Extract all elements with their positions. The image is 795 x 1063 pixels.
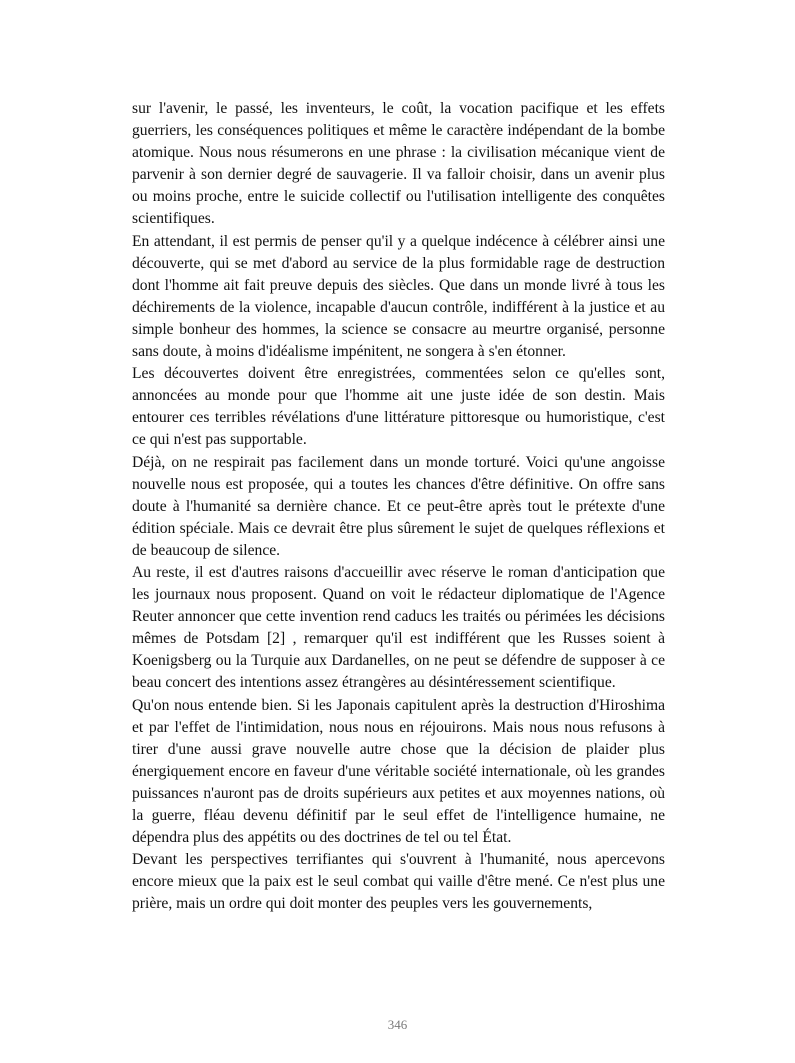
body-text bbox=[132, 98, 665, 915]
paragraph-7: Devant les perspectives terrifiantes qui s'ouvrent à l'humanité, nous apercevons encore mieux que la paix est le seul combat qui vaille d'être mené. Ce n'est plus une prière, mais un ordre qui doit monter des peuples vers les gouvernements, bbox=[132, 851, 665, 913]
paragraph-2: En attendant, il est permis de penser qu'il y a quelque indécence à célébrer ainsi une découverte, qui se met d'abord au service de la plus formidable rage de destruction dont l'homme ait fait preuve depuis des siècles. Que dans un monde livré à tous les déchirements de la violence, incapable d'aucun contrôle, indifférent à la justice et au simple bonheur des hommes, la science se consacre au meurtre organisé, personne sans doute, à moins d'idéalisme impénitent, ne songera à s'en étonner. bbox=[132, 232, 665, 361]
page-number: 346 bbox=[387, 1017, 408, 1032]
paragraph-6: Qu'on nous entende bien. Si les Japonais capitulent après la destruction d'Hiroshima et par l'effet de l'intimidation, nous nous en réjouirons. Mais nous nous refusons à tirer d'une aussi grave nouvelle autre chose que la décision de plaider plus énergiquement encore en faveur d'une véritable société internationale, où les grandes puissances n'auront pas de droits supérieurs aux petites et aux moyennes nations, où la guerre, fléau devenu définitif par le seul effet de l'intelligence humaine, ne dépendra plus des appétits ou des doctrines de tel ou tel État. bbox=[132, 696, 665, 847]
paragraph-4: Déjà, on ne respirait pas facilement dans un monde torturé. Voici qu'une angoisse nouvelle nous est proposée, qui a toutes les chances d'être définitive. On offre sans doute à l'humanité sa dernière chance. Et ce peut-être après tout le prétexte d'une édition spéciale. Mais ce devrait être plus sûrement le sujet de quelques réflexions et de beaucoup de silence. bbox=[132, 453, 665, 559]
paragraph-3: Les découvertes doivent être enregistrées, commentées selon ce qu'elles sont, annoncées au monde pour que l'homme ait une juste idée de son destin. Mais entourer ces terribles révélations d'une littérature pittoresque ou humoristique, c'est ce qui n'est pas supportable. bbox=[132, 365, 665, 449]
paragraph-5: Au reste, il est d'autres raisons d'accueillir avec réserve le roman d'anticipation que les journaux nous proposent. Quand on voit le rédacteur diplomatique de l'Agence Reuter annoncer que cette invention rend caducs les traités ou périmées les décisions mêmes de Potsdam [2] , remarquer qu'il est indifférent que les Russes soient à Koenigsberg ou la Turquie aux Dardanelles, on ne peut se défendre de supposer à ce beau concert des intentions assez étrangères au désintéressement scientifique. bbox=[132, 563, 665, 692]
paragraph-1: sur l'avenir, le passé, les inventeurs, le coût, la vocation pacifique et les effets guerriers, les conséquences politiques et même le caractère indépendant de la bombe atomique. Nous nous résumerons en une phrase : la civilisation mécanique vient de parvenir à son dernier degré de sauvagerie. Il va falloir choisir, dans un avenir plus ou moins proche, entre le suicide collectif ou l'utilisation intelligente des conquêtes scientifiques. bbox=[132, 100, 665, 228]
